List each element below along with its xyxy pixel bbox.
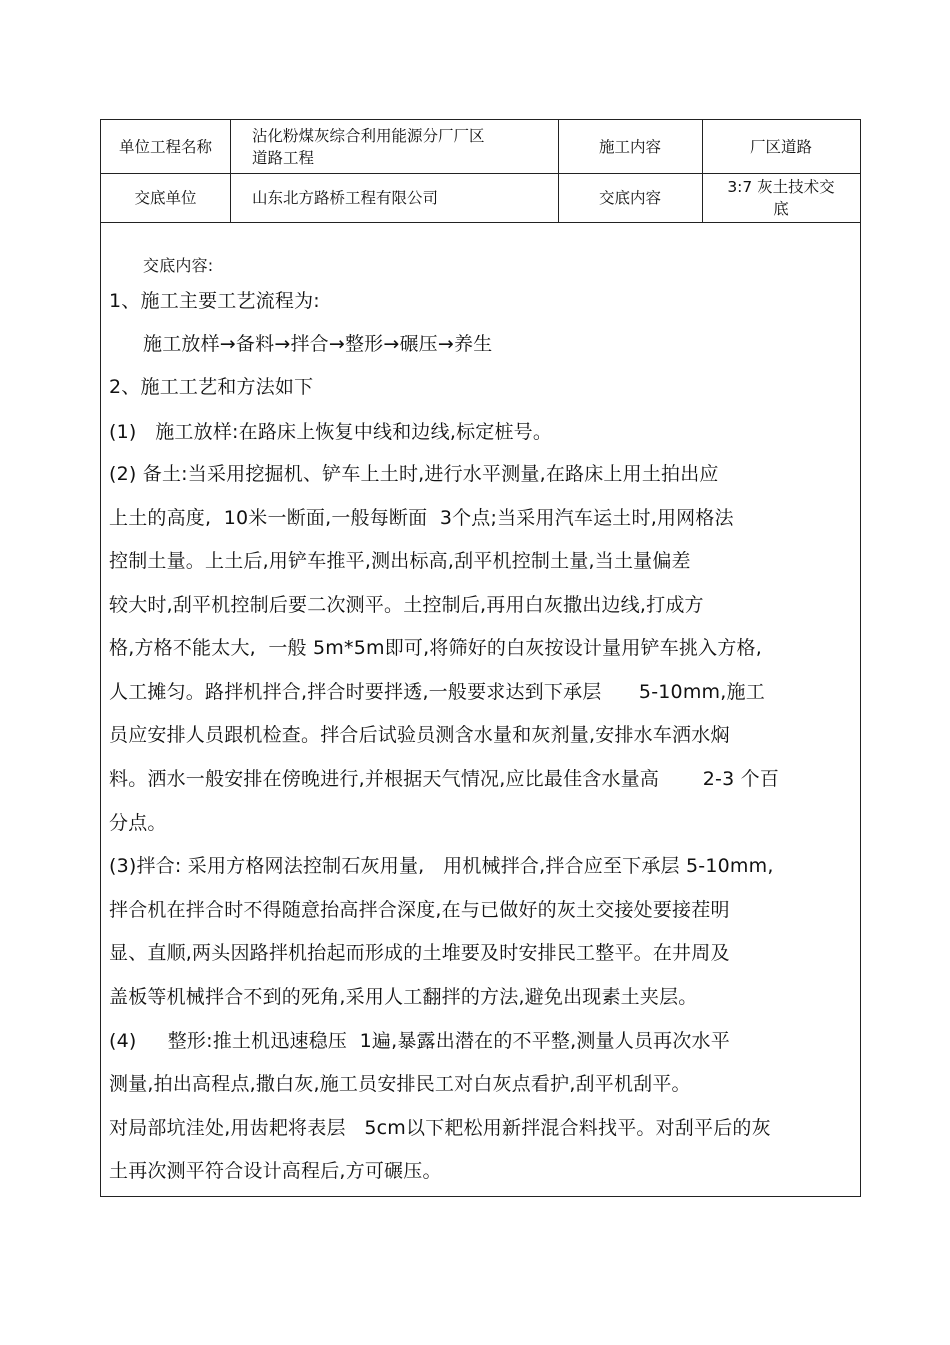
body-line: 员应安排人员跟机检查。拌合后试验员测含水量和灰剂量,安排水车洒水焖 bbox=[109, 724, 730, 746]
body-line: 土再次测平符合设计高程后,方可碾压。 bbox=[109, 1160, 442, 1182]
label-project-name-text: 单位工程名称 bbox=[118, 137, 212, 156]
body-line: 分点。 bbox=[109, 812, 167, 834]
body-line: 2、施工工艺和方法如下 bbox=[109, 376, 314, 398]
disclosure-form bbox=[100, 119, 861, 1197]
row-divider-2 bbox=[101, 222, 860, 223]
body-line: 施工放样→备料→拌合→整形→碾压→养生 bbox=[143, 333, 493, 355]
label-disclosure-unit-text: 交底单位 bbox=[134, 188, 197, 207]
disclosure-content-line-2: 底 bbox=[773, 199, 789, 218]
disclosure-unit-text: 山东北方路桥工程有限公司 bbox=[252, 188, 439, 207]
label-construction-content-text: 施工内容 bbox=[598, 137, 661, 156]
label-disclosure-content-text: 交底内容 bbox=[598, 188, 661, 207]
construction-content-text: 厂区道路 bbox=[749, 137, 812, 156]
body-line: 较大时,刮平机控制后要二次测平。土控制后,再用白灰撒出边线,打成方 bbox=[109, 594, 704, 616]
disclosure-content-value bbox=[702, 173, 860, 222]
label-project-name bbox=[101, 120, 230, 173]
body-line: (3)拌合: 采用方格网法控制石灰用量, 用机械拌合,拌合应至下承层 5-10mm, bbox=[109, 855, 774, 877]
body-line: 格,方格不能太大, 一般 5m*5m即可,将筛好的白灰按设计量用铲车挑入方格, bbox=[109, 637, 762, 659]
body-line: 测量,拍出高程点,撒白灰,施工员安排民工对白灰点看护,刮平机刮平。 bbox=[109, 1073, 691, 1095]
body-line: 1、施工主要工艺流程为: bbox=[109, 290, 320, 312]
body-line: (4) 整形:推土机迅速稳压 1遍,暴露出潜在的不平整,测量人员再次水平 bbox=[109, 1030, 730, 1052]
project-name-line-1: 沾化粉煤灰综合利用能源分厂厂区 bbox=[252, 126, 485, 145]
disclosure-content-line-1: 3:7 灰土技术交 bbox=[727, 177, 835, 196]
body-line: 盖板等机械拌合不到的死角,采用人工翻拌的方法,避免出现素土夹层。 bbox=[109, 986, 698, 1008]
body-line: 上土的高度, 10米一断面,一般每断面 3个点;当采用汽车运土时,用网格法 bbox=[109, 507, 734, 529]
disclosure-unit-value bbox=[252, 173, 552, 222]
project-name-value bbox=[252, 120, 552, 173]
body-line: 人工摊匀。路拌机拌合,拌合时要拌透,一般要求达到下承层 5-10mm,施工 bbox=[109, 681, 765, 703]
body-line: 拌合机在拌合时不得随意抬高拌合深度,在与已做好的灰土交接处要接茬明 bbox=[109, 899, 730, 921]
construction-content-value bbox=[702, 120, 860, 173]
body-line: (1) 施工放样:在路床上恢复中线和边线,标定桩号。 bbox=[109, 421, 553, 443]
body-line: 控制土量。上土后,用铲车推平,测出标高,刮平机控制土量,当土量偏差 bbox=[109, 550, 691, 572]
label-disclosure-unit bbox=[101, 173, 230, 222]
label-disclosure-content bbox=[558, 173, 702, 222]
label-construction-content bbox=[558, 120, 702, 173]
col-divider-1 bbox=[230, 120, 231, 222]
body-line: (2) 备土:当采用挖掘机、铲车上土时,进行水平测量,在路床上用土拍出应 bbox=[109, 463, 719, 485]
body-intro-heading: 交底内容: bbox=[143, 256, 214, 275]
project-name-line-2: 道路工程 bbox=[252, 148, 315, 167]
body-line: 对局部坑洼处,用齿耙将表层 5cm以下耙松用新拌混合料找平。对刮平后的灰 bbox=[109, 1117, 771, 1139]
body-line: 显、直顺,两头因路拌机抬起而形成的土堆要及时安排民工整平。在井周及 bbox=[109, 942, 730, 964]
body-line: 料。洒水一般安排在傍晚进行,并根据天气情况,应比最佳含水量高 2-3 个百 bbox=[109, 768, 780, 790]
